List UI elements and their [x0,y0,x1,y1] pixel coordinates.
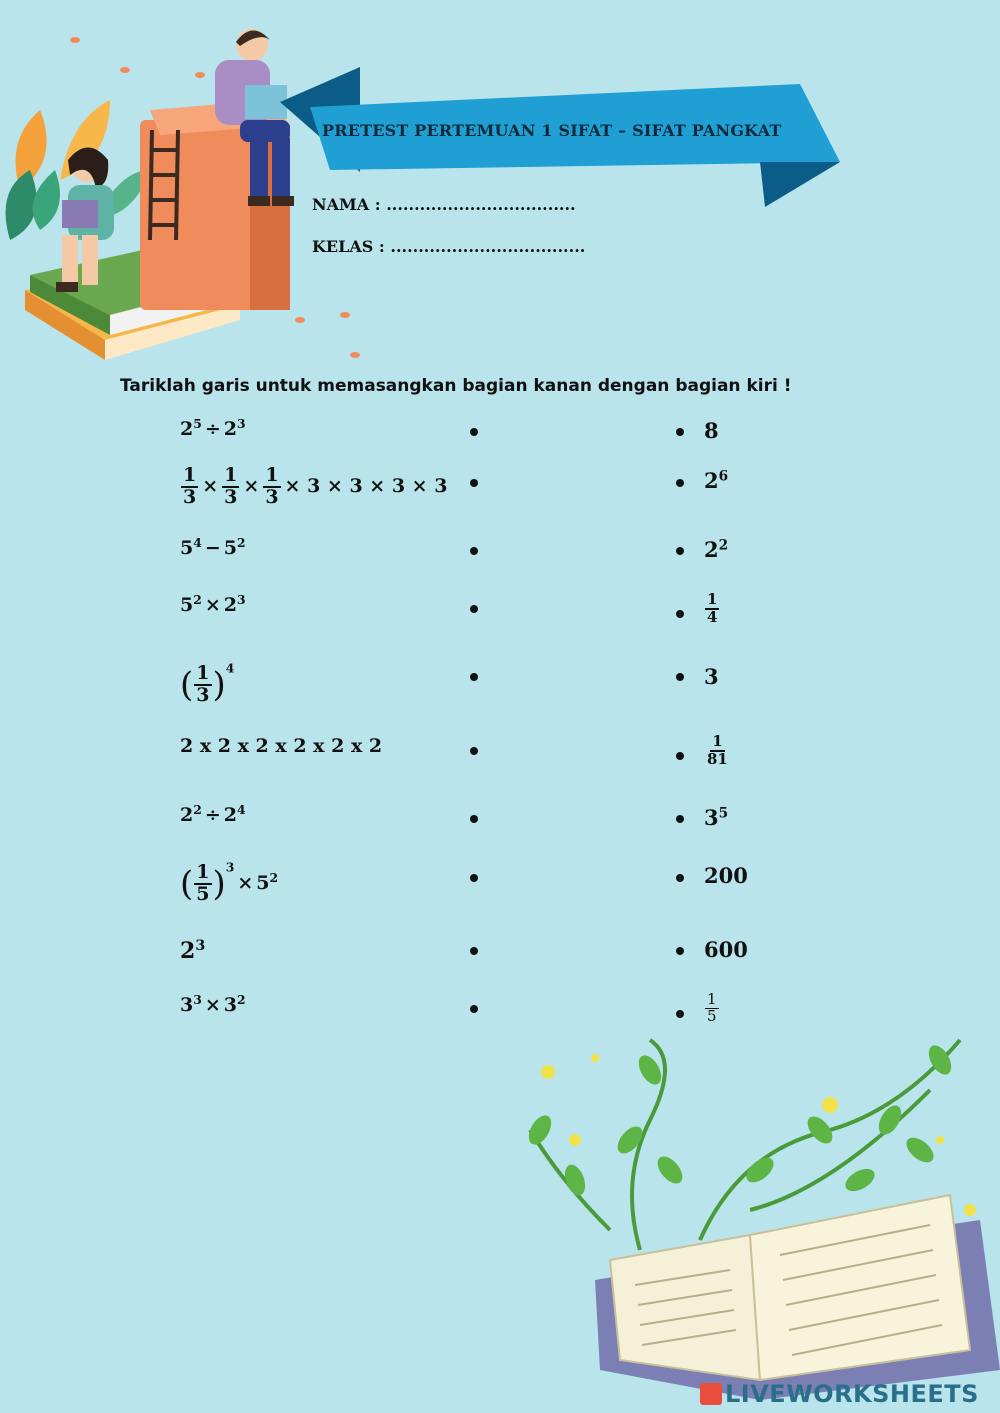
right-answer-9: 600 [704,937,748,962]
left-expression-1: $2^5 \div 2^3$ [180,416,246,440]
right-connector-dot-9[interactable] [676,947,684,955]
right-answer-8: 200 [704,863,748,888]
left-expression-7: $2^2 \div 2^4$ [180,802,246,826]
leaves [524,1042,956,1198]
right-answer-3: $2^2$ [704,537,729,562]
right-answer-1: 8 [704,418,719,443]
right-connector-dot-8[interactable] [676,874,684,882]
right-connector-dot-1[interactable] [676,428,684,436]
book [595,1195,1000,1400]
left-connector-dot-1[interactable] [470,428,478,436]
left-connector-dot-4[interactable] [470,605,478,613]
left-connector-dot-6[interactable] [470,747,478,755]
left-expression-4: $5^2 \times 2^3$ [180,592,246,616]
left-connector-dot-3[interactable] [470,547,478,555]
left-expression-6: 2 x 2 x 2 x 2 x 2 x 2 [180,735,383,757]
liveworksheets-watermark: LIVEWORKSHEETS [700,1380,979,1408]
right-connector-dot-3[interactable] [676,547,684,555]
right-answer-2: $2^6$ [704,468,729,493]
right-answer-6: $\frac{1}{81}$ [707,732,728,768]
left-connector-dot-9[interactable] [470,947,478,955]
right-answer-7: $3^5$ [704,805,729,830]
right-connector-dot-6[interactable] [676,752,684,760]
right-connector-dot-7[interactable] [676,815,684,823]
right-answer-10: $\frac{1}{5}$ [707,990,717,1025]
left-expression-8: ( $\frac{1}{5}$ )$^3\times 5^2$ [180,859,279,905]
left-expression-10: $3^3 \times 3^2$ [180,992,246,1016]
left-expression-5: ( $\frac{1}{3}$ )$^4$ [180,660,235,706]
right-answer-4: $\frac{1}{4}$ [707,590,718,626]
right-connector-dot-2[interactable] [676,479,684,487]
right-connector-dot-5[interactable] [676,673,684,681]
left-expression-9: $2^3$ [180,938,206,964]
kelas-field[interactable]: KELAS : ................................... [312,237,586,256]
left-connector-dot-8[interactable] [470,874,478,882]
left-connector-dot-2[interactable] [470,479,478,487]
left-connector-dot-10[interactable] [470,1005,478,1013]
right-connector-dot-4[interactable] [676,610,684,618]
open-book-illustration [500,1030,1000,1410]
left-expression-2: $\frac{1}{3}$ × $\frac{1}{3}$ × $\frac{1}{3}$ × 3 × 3 × 3 × 3 [183,464,448,508]
right-connector-dot-10[interactable] [676,1010,684,1018]
liveworksheets-logo-icon [700,1383,722,1405]
worksheet-title: PRETEST PERTEMUAN 1 SIFAT – SIFAT PANGKAT [322,121,782,140]
left-expression-3: $5^4 - 5^2$ [180,535,246,559]
right-answer-5: 3 [704,664,719,689]
instruction-text: Tariklah garis untuk memasangkan bagian kanan dengan bagian kiri ! [120,376,792,396]
left-connector-dot-5[interactable] [470,673,478,681]
sparkles [541,1054,976,1216]
nama-field[interactable]: NAMA : .................................. [312,195,576,214]
left-connector-dot-7[interactable] [470,815,478,823]
